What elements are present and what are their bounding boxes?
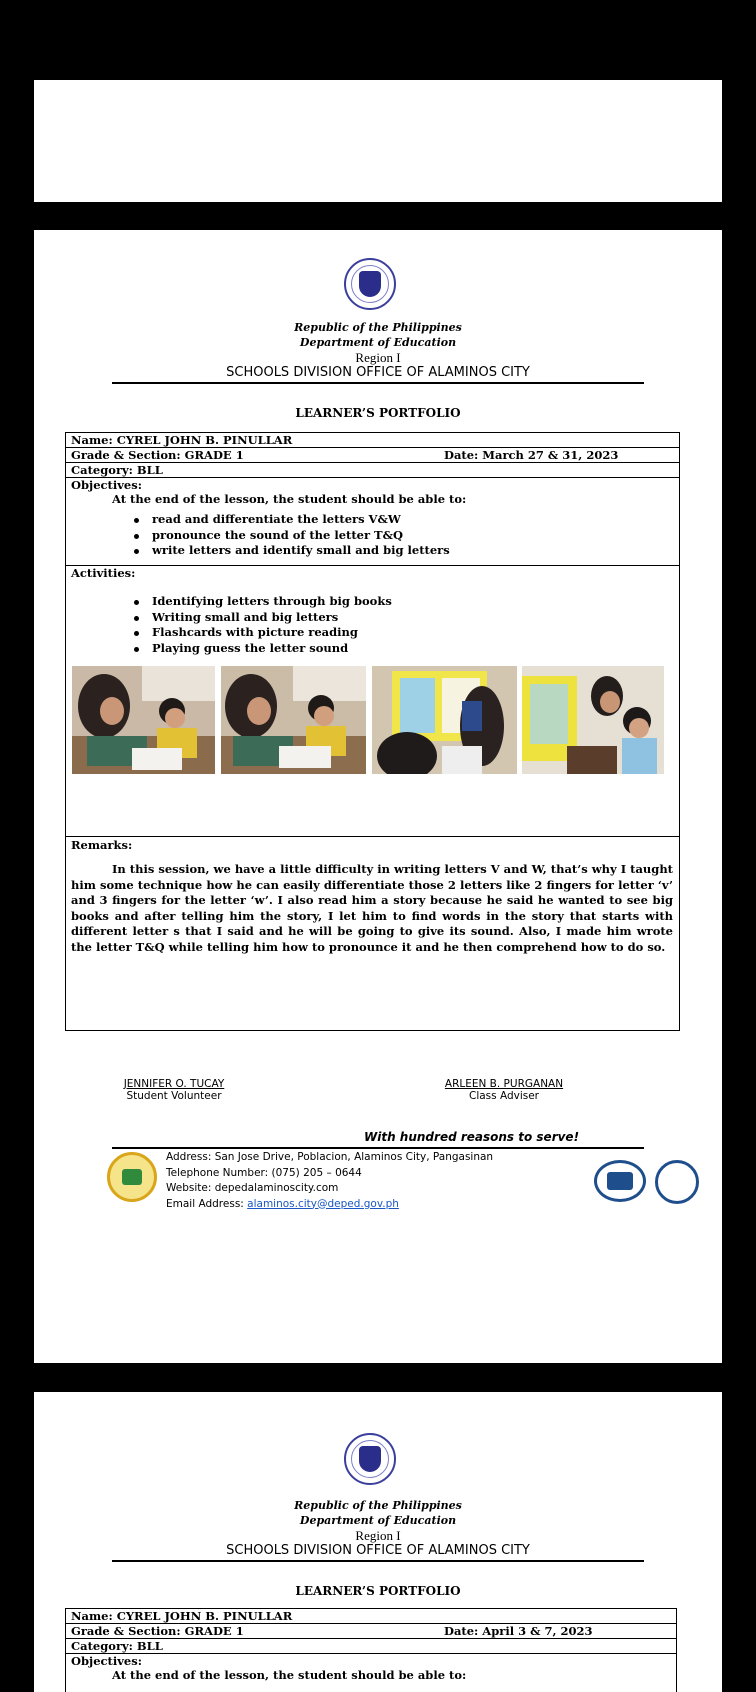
header-region: Region I — [355, 350, 401, 365]
footer-divider — [112, 1147, 644, 1149]
remarks-text: In this session, we have a little difficulty in writing letters V and W, that’s why I taught him some technique how he can easily differentiate those 2 letters like 2 fingers for letter ‘v’ and 3 fingers for the letter ‘w’. I also read him a story because he said he wanted to see big books and after telling him the story, I let him to find words in the story that starts with different letter s that I said and he will be going to give its sound. Also, I made him wrote the letter T&Q while telling him how to pronounce it and he then comprehend how to do so. — [71, 862, 673, 954]
row-category — [66, 1639, 676, 1654]
sdo-logo-icon — [107, 1152, 157, 1202]
activity-photo-writing-2 — [221, 666, 366, 774]
iqnet-logo-icon — [655, 1160, 699, 1204]
header-office: SCHOOLS DIVISION OFFICE OF ALAMINOS CITY — [226, 1543, 530, 1558]
header-department: Department of Education — [299, 336, 457, 349]
row-name — [66, 1609, 676, 1624]
portfolio-page-1 — [34, 230, 722, 1363]
objectives-label: Objectives: — [71, 1654, 142, 1668]
category: Category: BLL — [71, 463, 163, 477]
list-item: write letters and identify small and big letters — [71, 543, 679, 559]
row-grade-date — [66, 448, 679, 463]
objectives-intro: At the end of the lesson, the student should be able to: — [112, 492, 467, 506]
row-activities — [66, 566, 679, 837]
header-republic: Republic of the Philippines — [294, 321, 462, 334]
portfolio-table — [65, 1608, 677, 1692]
email-label: Email Address: — [166, 1197, 248, 1210]
adviser-role: Class Adviser — [468, 1090, 539, 1102]
list-item: Flashcards with picture reading — [71, 625, 679, 641]
footer-motto: With hundred reasons to serve! — [364, 1130, 580, 1144]
category: Category: BLL — [71, 1639, 163, 1653]
session-date: Date: March 27 & 31, 2023 — [444, 448, 619, 462]
certification-logo-icon — [594, 1160, 646, 1202]
list-item: Identifying letters through big books — [71, 594, 679, 610]
activity-photo-flashcards — [522, 666, 664, 774]
row-objectives — [66, 1654, 676, 1692]
footer-website: Website: depedalaminoscity.com — [166, 1182, 339, 1194]
signature-adviser — [434, 1078, 574, 1102]
activities-label: Activities: — [71, 566, 136, 580]
email-link[interactable]: alaminos.city@deped.gov.ph — [247, 1197, 399, 1210]
grade-section: Grade & Section: GRADE 1 — [71, 448, 244, 462]
footer-address: Address: San Jose Drive, Poblacion, Alaminos City, Pangasinan — [166, 1151, 494, 1163]
footer-email-row — [166, 1197, 493, 1213]
header-divider — [112, 1560, 644, 1562]
header-divider — [112, 382, 644, 384]
volunteer-name: JENNIFER O. TUCAY — [123, 1078, 225, 1090]
row-category — [66, 463, 679, 478]
learner-name: Name: CYREL JOHN B. PINULLAR — [71, 1609, 293, 1623]
row-grade-date — [66, 1624, 676, 1639]
portfolio-table — [65, 432, 680, 1031]
remarks-label: Remarks: — [71, 838, 133, 852]
portfolio-title: LEARNER’S PORTFOLIO — [295, 1584, 461, 1598]
footer-contact — [166, 1150, 493, 1212]
header-department: Department of Education — [299, 1514, 457, 1527]
activity-photo-big-book — [372, 666, 517, 774]
portfolio-page-2 — [34, 1392, 722, 1692]
objectives-list — [71, 512, 679, 559]
volunteer-role: Student Volunteer — [126, 1090, 222, 1102]
activity-photo-writing-1 — [72, 666, 215, 774]
objectives-label: Objectives: — [71, 478, 142, 492]
row-objectives — [66, 478, 679, 566]
activities-list — [71, 594, 679, 656]
grade-section: Grade & Section: GRADE 1 — [71, 1624, 244, 1638]
blank-page — [34, 80, 722, 202]
activity-photos — [72, 666, 672, 776]
header-office: SCHOOLS DIVISION OFFICE OF ALAMINOS CITY — [226, 365, 530, 380]
footer-telephone: Telephone Number: (075) 205 – 0644 — [166, 1166, 362, 1179]
deped-seal-icon — [344, 258, 396, 310]
portfolio-title: LEARNER’S PORTFOLIO — [295, 406, 461, 420]
objectives-intro: At the end of the lesson, the student should be able to: — [112, 1668, 467, 1682]
list-item: Writing small and big letters — [71, 610, 679, 626]
session-date: Date: April 3 & 7, 2023 — [444, 1624, 593, 1638]
deped-seal-icon — [344, 1433, 396, 1485]
row-remarks — [66, 838, 679, 1030]
header-republic: Republic of the Philippines — [294, 1499, 462, 1512]
header-region: Region I — [355, 1528, 401, 1543]
learner-name: Name: CYREL JOHN B. PINULLAR — [71, 433, 293, 447]
adviser-name: ARLEEN B. PURGANAN — [444, 1078, 564, 1090]
list-item: read and differentiate the letters V&W — [71, 512, 679, 528]
list-item: pronounce the sound of the letter T&Q — [71, 528, 679, 544]
list-item: Playing guess the letter sound — [71, 641, 679, 657]
row-name — [66, 433, 679, 448]
signature-volunteer — [104, 1078, 244, 1102]
